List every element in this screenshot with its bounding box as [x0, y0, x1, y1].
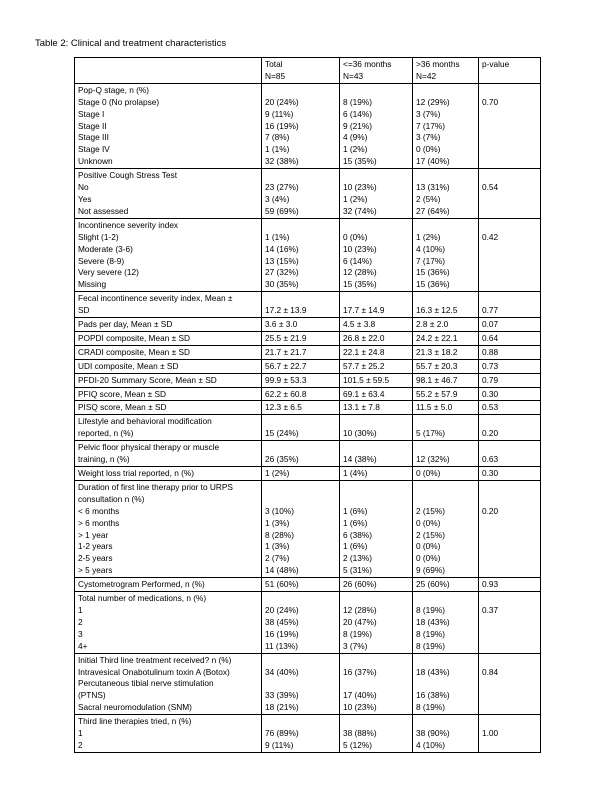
row-label-cell: Positive Cough Stress Test No Yes Not assessed: [75, 169, 262, 219]
value-cell: 34 (40%) 33 (39%) 18 (21%): [262, 653, 340, 715]
value-cell: 0.73: [479, 359, 541, 373]
value-cell: 8 (19%) 18 (43%) 8 (19%) 8 (19%): [413, 592, 479, 654]
value-cell: 3.6 ± 3.0: [262, 318, 340, 332]
row-label-cell: Initial Third line treatment received? n (%) Intravesical Onabotulinum toxin A (Botox) Percutaneous tibial nerve stimulation (PTNS) Sacral neuromodulation (SNM): [75, 653, 262, 715]
value-cell: 0.07: [479, 318, 541, 332]
value-cell: 12 (32%): [413, 441, 479, 467]
value-cell: 51 (60%): [262, 578, 340, 592]
table-row: [75, 441, 541, 467]
value-cell: 56.7 ± 22.7: [262, 359, 340, 373]
row-label-cell: PFIQ score, Mean ± SD: [75, 387, 262, 401]
value-cell: 99.9 ± 53.3: [262, 373, 340, 387]
table-row: [75, 592, 541, 654]
value-cell: 26 (60%): [340, 578, 413, 592]
value-cell: 101.5 ± 59.5: [340, 373, 413, 387]
value-cell: 1 (2%) 4 (10%) 7 (17%) 15 (36%) 15 (36%): [413, 218, 479, 291]
value-cell: 0.20: [479, 480, 541, 577]
value-cell: 0.53: [479, 401, 541, 415]
table-row: [75, 318, 541, 332]
value-cell: 15 (24%): [262, 415, 340, 441]
value-cell: 22.1 ± 24.8: [340, 345, 413, 359]
row-label-cell: Total number of medications, n (%) 1 2 3 4+: [75, 592, 262, 654]
value-cell: 0.30: [479, 467, 541, 481]
clinical-characteristics-table: [74, 57, 541, 753]
row-label-cell: Pelvic floor physical therapy or muscle training, n (%): [75, 441, 262, 467]
value-cell: 0.54: [479, 169, 541, 219]
value-cell: 1 (4%): [340, 467, 413, 481]
header-cell: [75, 58, 262, 84]
value-cell: 0.30: [479, 387, 541, 401]
value-cell: 11.5 ± 5.0: [413, 401, 479, 415]
value-cell: 25.5 ± 21.9: [262, 331, 340, 345]
table-row: [75, 578, 541, 592]
value-cell: 16.3 ± 12.5: [413, 292, 479, 318]
value-cell: 21.3 ± 18.2: [413, 345, 479, 359]
table-caption: Table 2: Clinical and treatment characteristics: [35, 38, 227, 49]
value-cell: 98.1 ± 46.7: [413, 373, 479, 387]
value-cell: 26.8 ± 22.0: [340, 331, 413, 345]
table-row: [75, 292, 541, 318]
value-cell: 24.2 ± 22.1: [413, 331, 479, 345]
value-cell: 3 (10%) 1 (3%) 8 (28%) 1 (3%) 2 (7%) 14 (48%): [262, 480, 340, 577]
header-row: [75, 58, 541, 84]
value-cell: 26 (35%): [262, 441, 340, 467]
value-cell: 8 (19%) 6 (14%) 9 (21%) 4 (9%) 1 (2%) 15 (35%): [340, 83, 413, 168]
value-cell: 1 (2%): [262, 467, 340, 481]
row-label-cell: Pads per day, Mean ± SD: [75, 318, 262, 332]
value-cell: 18 (43%) 16 (38%) 8 (19%): [413, 653, 479, 715]
value-cell: 38 (90%) 4 (10%): [413, 715, 479, 753]
value-cell: 13.1 ± 7.8: [340, 401, 413, 415]
value-cell: 0.37: [479, 592, 541, 654]
table-row: [75, 715, 541, 753]
value-cell: 4.5 ± 3.8: [340, 318, 413, 332]
table-row: [75, 387, 541, 401]
value-cell: 76 (89%) 9 (11%): [262, 715, 340, 753]
table-row: [75, 653, 541, 715]
value-cell: 0.42: [479, 218, 541, 291]
row-label-cell: UDI composite, Mean ± SD: [75, 359, 262, 373]
value-cell: 16 (37%) 17 (40%) 10 (23%): [340, 653, 413, 715]
value-cell: 0.20: [479, 415, 541, 441]
table-row: [75, 401, 541, 415]
value-cell: 62.2 ± 60.8: [262, 387, 340, 401]
row-label-cell: Pop-Q stage, n (%) Stage 0 (No prolapse) Stage I Stage II Stage III Stage IV Unknown: [75, 83, 262, 168]
table-row: [75, 480, 541, 577]
table-row: [75, 331, 541, 345]
value-cell: 0.70: [479, 83, 541, 168]
table-row: [75, 345, 541, 359]
value-cell: 0.93: [479, 578, 541, 592]
value-cell: 21.7 ± 21.7: [262, 345, 340, 359]
value-cell: 23 (27%) 3 (4%) 59 (69%): [262, 169, 340, 219]
row-label-cell: PISQ score, Mean ± SD: [75, 401, 262, 415]
value-cell: 55.2 ± 57.9: [413, 387, 479, 401]
value-cell: 25 (60%): [413, 578, 479, 592]
value-cell: 1.00: [479, 715, 541, 753]
value-cell: 69.1 ± 63.4: [340, 387, 413, 401]
value-cell: 12.3 ± 6.5: [262, 401, 340, 415]
value-cell: 0.79: [479, 373, 541, 387]
value-cell: 13 (31%) 2 (5%) 27 (64%): [413, 169, 479, 219]
value-cell: 1 (6%) 1 (6%) 6 (38%) 1 (6%) 2 (13%) 5 (31%): [340, 480, 413, 577]
value-cell: 0.84: [479, 653, 541, 715]
value-cell: 17.7 ± 14.9: [340, 292, 413, 318]
row-label-cell: Lifestyle and behavioral modification reported, n (%): [75, 415, 262, 441]
value-cell: 0 (0%) 10 (23%) 6 (14%) 12 (28%) 15 (35%): [340, 218, 413, 291]
value-cell: 0.88: [479, 345, 541, 359]
table-row: [75, 218, 541, 291]
value-cell: 10 (23%) 1 (2%) 32 (74%): [340, 169, 413, 219]
value-cell: 17.2 ± 13.9: [262, 292, 340, 318]
value-cell: 2 (15%) 0 (0%) 2 (15%) 0 (0%) 0 (0%) 9 (69%): [413, 480, 479, 577]
value-cell: 10 (30%): [340, 415, 413, 441]
value-cell: 0 (0%): [413, 467, 479, 481]
row-label-cell: CRADI composite, Mean ± SD: [75, 345, 262, 359]
value-cell: 2.8 ± 2.0: [413, 318, 479, 332]
header-cell: Total N=85: [262, 58, 340, 84]
value-cell: 12 (29%) 3 (7%) 7 (17%) 3 (7%) 0 (0%) 17 (40%): [413, 83, 479, 168]
row-label-cell: Incontinence severity index Slight (1-2) Moderate (3-6) Severe (8-9) Very severe (12) Missing: [75, 218, 262, 291]
header-cell: >36 months N=42: [413, 58, 479, 84]
header-cell: <=36 months N=43: [340, 58, 413, 84]
value-cell: 0.64: [479, 331, 541, 345]
value-cell: 20 (24%) 38 (45%) 16 (19%) 11 (13%): [262, 592, 340, 654]
table-row: [75, 359, 541, 373]
value-cell: 14 (38%): [340, 441, 413, 467]
value-cell: 20 (24%) 9 (11%) 16 (19%) 7 (8%) 1 (1%) 32 (38%): [262, 83, 340, 168]
row-label-cell: Duration of first line therapy prior to URPS consultation n (%) < 6 months > 6 months > 1 year 1-2 years 2-5 years > 5 years: [75, 480, 262, 577]
table-row: [75, 373, 541, 387]
table-row: [75, 415, 541, 441]
value-cell: 12 (28%) 20 (47%) 8 (19%) 3 (7%): [340, 592, 413, 654]
row-label-cell: PFDI-20 Summary Score, Mean ± SD: [75, 373, 262, 387]
value-cell: 55.7 ± 20.3: [413, 359, 479, 373]
value-cell: 0.63: [479, 441, 541, 467]
row-label-cell: POPDI composite, Mean ± SD: [75, 331, 262, 345]
row-label-cell: Third line therapies tried, n (%) 1 2: [75, 715, 262, 753]
value-cell: 57.7 ± 25.2: [340, 359, 413, 373]
value-cell: 0.77: [479, 292, 541, 318]
header-cell: p-value: [479, 58, 541, 84]
row-label-cell: Weight loss trial reported, n (%): [75, 467, 262, 481]
table-row: [75, 467, 541, 481]
table-row: [75, 83, 541, 168]
value-cell: 5 (17%): [413, 415, 479, 441]
row-label-cell: Cystometrogram Performed, n (%): [75, 578, 262, 592]
row-label-cell: Fecal incontinence severity index, Mean ± SD: [75, 292, 262, 318]
table-row: [75, 169, 541, 219]
value-cell: 38 (88%) 5 (12%): [340, 715, 413, 753]
value-cell: 1 (1%) 14 (16%) 13 (15%) 27 (32%) 30 (35%): [262, 218, 340, 291]
